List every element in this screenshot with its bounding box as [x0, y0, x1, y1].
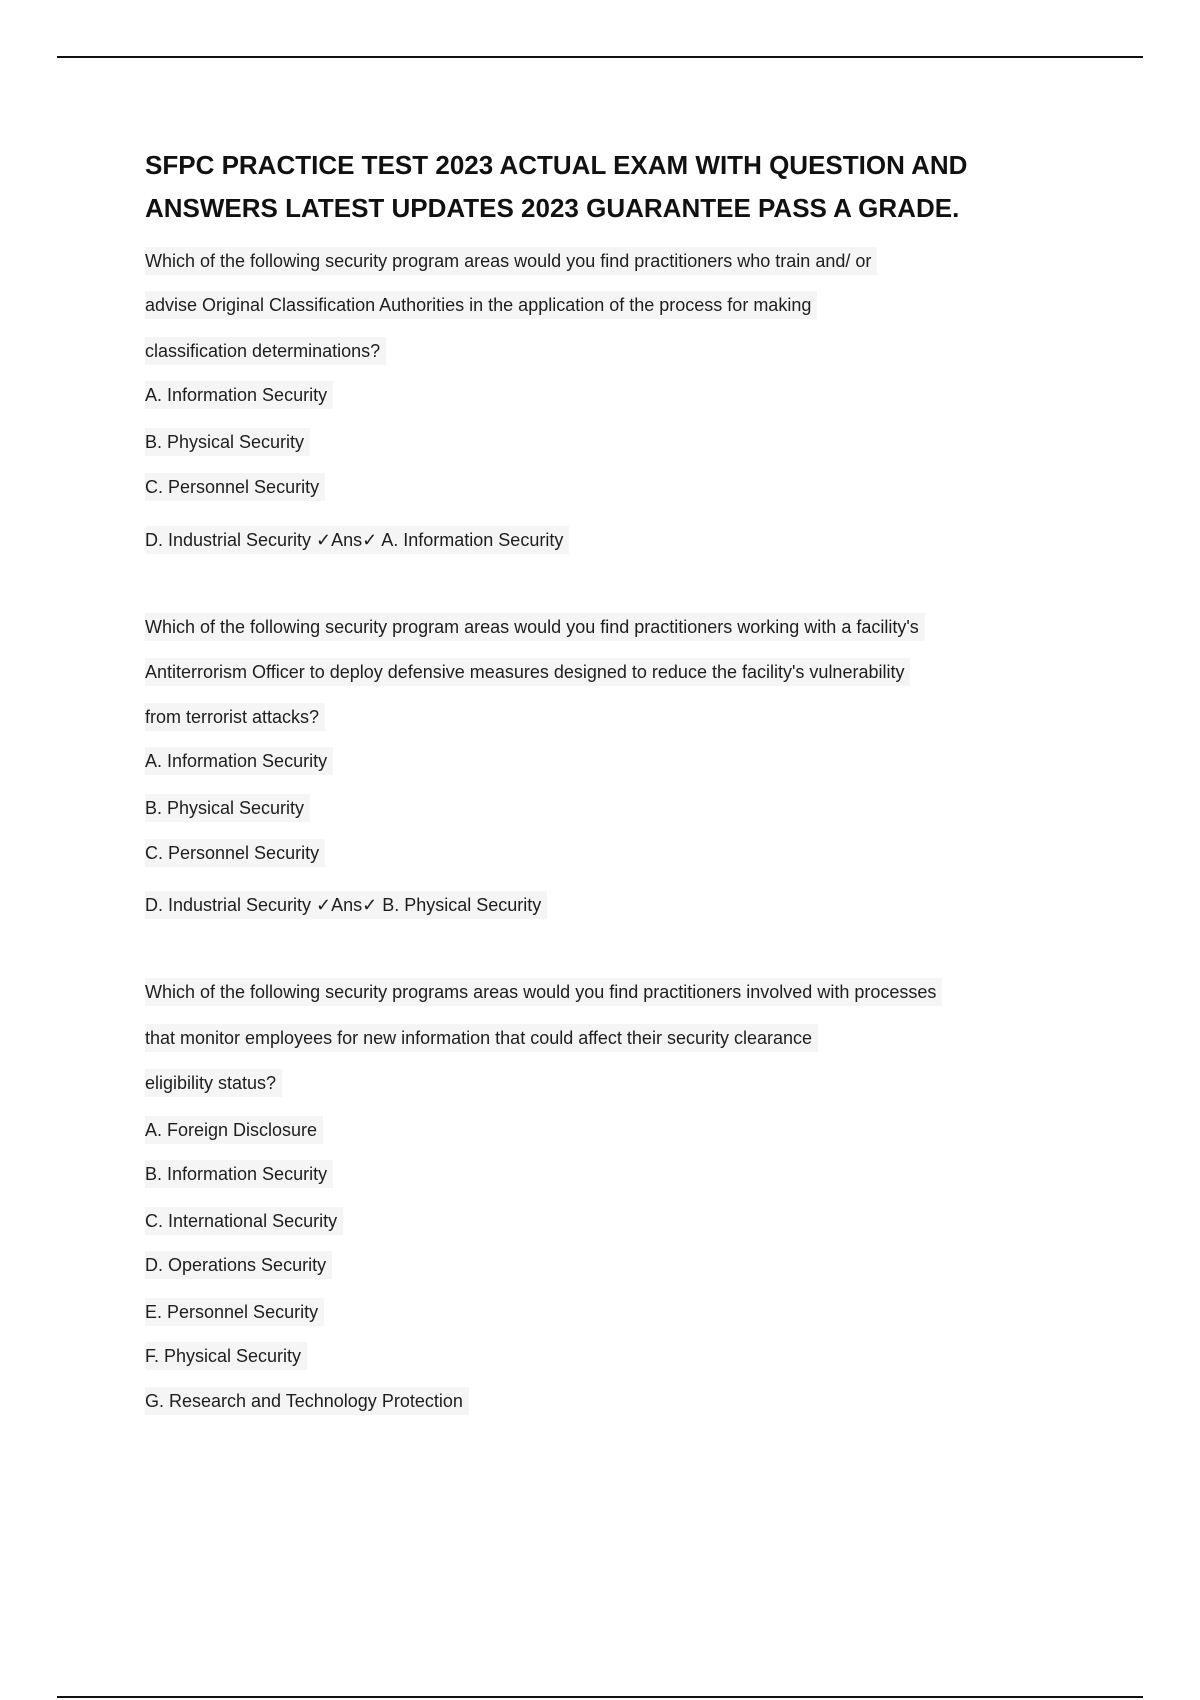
question-text: Which of the following security programs areas would you find practitioners involved with processes	[145, 978, 942, 1006]
answer-option-with-answer: D. Industrial Security ✓Ans✓ B. Physical Security	[145, 891, 547, 919]
answer-option-with-answer: D. Industrial Security ✓Ans✓ A. Information Security	[145, 526, 569, 554]
answer-option: F. Physical Security	[145, 1342, 307, 1370]
answer-option: C. International Security	[145, 1207, 343, 1235]
question-text: Which of the following security program areas would you find practitioners working with a facility's	[145, 613, 925, 641]
answer-option: C. Personnel Security	[145, 839, 325, 867]
answer-option: A. Foreign Disclosure	[145, 1116, 323, 1144]
answer-option: A. Information Security	[145, 747, 333, 775]
title-line: SFPC PRACTICE TEST 2023 ACTUAL EXAM WITH QUESTION AND	[145, 150, 968, 180]
answer-option: B. Physical Security	[145, 794, 310, 822]
question-text: classification determinations?	[145, 337, 386, 365]
bottom-rule	[57, 1696, 1143, 1698]
answer-option: B. Information Security	[145, 1160, 333, 1188]
question-text: Which of the following security program areas would you find practitioners who train and/ or	[145, 247, 877, 275]
answer-option: B. Physical Security	[145, 428, 310, 456]
top-rule	[57, 56, 1143, 58]
answer-option: A. Information Security	[145, 381, 333, 409]
answer-option: E. Personnel Security	[145, 1298, 324, 1326]
title-line: ANSWERS LATEST UPDATES 2023 GUARANTEE PASS A GRADE.	[145, 193, 960, 223]
question-text: Antiterrorism Officer to deploy defensive measures designed to reduce the facility's vulnerability	[145, 658, 910, 686]
answer-option: G. Research and Technology Protection	[145, 1387, 469, 1415]
question-text: from terrorist attacks?	[145, 703, 325, 731]
question-text: that monitor employees for new information that could affect their security clearance	[145, 1024, 818, 1052]
question-text: advise Original Classification Authorities in the application of the process for making	[145, 291, 817, 319]
answer-option: C. Personnel Security	[145, 473, 325, 501]
answer-option: D. Operations Security	[145, 1251, 332, 1279]
document-title	[145, 144, 1105, 230]
question-text: eligibility status?	[145, 1069, 282, 1097]
